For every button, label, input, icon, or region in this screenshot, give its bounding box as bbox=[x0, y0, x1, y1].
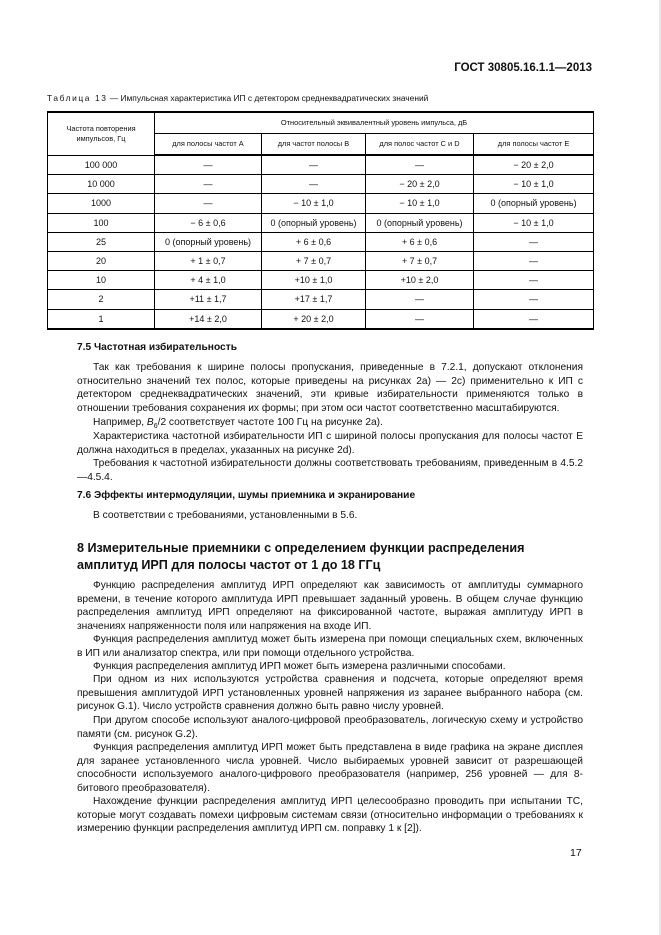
table-cell: + 1 ± 0,7 bbox=[155, 251, 262, 270]
section-8-paragraph: Функция распределения амплитуд ИРП может быть представлена в виде графика на экране дисплея для заранее установленного числа уровней. Число выбираемых уровней зависит от разрешающей способности используемого аналого-цифрового преобразователя (например, 256 уровней — для 8-битового преобразователя). bbox=[77, 742, 583, 794]
table-cell: 2 bbox=[48, 290, 155, 309]
example-text: Например, bbox=[93, 417, 147, 428]
table-cell: 10 bbox=[48, 271, 155, 290]
section-8-paragraph: При другом способе используют аналого-цифровой преобразователь, логическую схему и устройство памяти (см. рисунок G.2). bbox=[77, 715, 583, 740]
table-cell: — bbox=[474, 290, 594, 309]
table-cell: +17 ± 1,7 bbox=[262, 290, 366, 309]
section-7-5-paragraph: Так как требования к ширине полосы пропускания, приведенные в 7.2.1, допускают отклонения относительно значений тех полос, которые приведены на рисунках 2a) — 2c) применительно к ИП с детектором среднеквадратических значений, эти кривые избирательности применяются только в отношении требования сохранения их формы; при этом оси частот соответственно масштабируются. bbox=[77, 362, 583, 414]
section-8-paragraph: Нахождение функции распределения амплитуд ИРП целесообразно проводить при испытании ТС, которые могут создавать помехи цифровым системам связи (относительно информации о требованиях к измерению функции распределения амплитуд ИРП см. поправку 1 к [2]). bbox=[77, 796, 583, 835]
section-8-paragraph: Функция распределения амплитуд может быть измерена при помощи специальных схем, включенных в ИП или анализатор спектра, или при помощи отдельного устройства. bbox=[77, 634, 583, 659]
table-row bbox=[48, 194, 594, 213]
col-header-frequency: Частота повторения импульсов, Гц bbox=[48, 112, 155, 155]
table-cell: + 4 ± 1,0 bbox=[155, 271, 262, 290]
section-8-paragraph: Функцию распределения амплитуд ИРП определяют как зависимость от амплитуды суммарного времени, в течение которого амплитуда ИРП превышает заданный уровень. В общем случае функцию распределения амплитуд ИРП определяют на фиксированной частоте, выражая амплитуду ИРП в значениях напряженности поля или напряжения на входе ИП. bbox=[77, 580, 583, 632]
table-cell: − 20 ± 2,0 bbox=[366, 175, 474, 194]
table-cell: +10 ± 1,0 bbox=[262, 271, 366, 290]
table-row bbox=[48, 251, 594, 270]
table-cell: +14 ± 2,0 bbox=[155, 309, 262, 329]
table-cell: 0 (опорный уровень) bbox=[474, 194, 594, 213]
section-8-paragraph: Функция распределения амплитуд ИРП может быть измерена различными способами. bbox=[93, 661, 506, 672]
bandwidth-subscript: 6 bbox=[153, 423, 158, 431]
table-cell: 1000 bbox=[48, 194, 155, 213]
table-row bbox=[48, 232, 594, 251]
table-cell: 10 000 bbox=[48, 175, 155, 194]
table-cell: 0 (опорный уровень) bbox=[366, 213, 474, 232]
table-cell: − 10 ± 1,0 bbox=[262, 194, 366, 213]
col-header-band-e: для полосы частот Е bbox=[474, 134, 594, 156]
table-cell: — bbox=[262, 155, 366, 175]
col-header-band-cd: для полос частот С и D bbox=[366, 134, 474, 156]
table-cell: — bbox=[155, 175, 262, 194]
table-cell: 0 (опорный уровень) bbox=[262, 213, 366, 232]
example-text-rest: /2 соответствует частоте 100 Гц на рисунке 2a). bbox=[157, 417, 383, 428]
table-cell: + 7 ± 0,7 bbox=[366, 251, 474, 270]
table-cell: — bbox=[366, 290, 474, 309]
table-cell: − 10 ± 1,0 bbox=[366, 194, 474, 213]
table-cell: + 20 ± 2,0 bbox=[262, 309, 366, 329]
pulse-response-table bbox=[47, 111, 594, 330]
table-cell: +10 ± 2,0 bbox=[366, 271, 474, 290]
section-7-6-title: 7.6 Эффекты интермодуляции, шумы приемника и экранирование bbox=[77, 490, 416, 501]
table-cell: — bbox=[474, 232, 594, 251]
page-number: 17 bbox=[570, 847, 582, 859]
col-group-header: Относительный эквивалентный уровень импульса, дБ bbox=[155, 112, 594, 134]
table-row bbox=[48, 155, 594, 175]
table-cell: 100 bbox=[48, 213, 155, 232]
section-7-5-paragraph: Требования к частотной избирательности должны соответствовать требованиям, приведенным в 4.5.2—4.5.4. bbox=[77, 458, 583, 483]
table-cell: + 6 ± 0,6 bbox=[262, 232, 366, 251]
table-cell: — bbox=[366, 155, 474, 175]
table-cell: 20 bbox=[48, 251, 155, 270]
table-cell: + 6 ± 0,6 bbox=[366, 232, 474, 251]
table-cell: − 6 ± 0,6 bbox=[155, 213, 262, 232]
table-cell: − 20 ± 2,0 bbox=[474, 155, 594, 175]
section-7-6-paragraph: В соответствии с требованиями, установленными в 5.6. bbox=[93, 510, 358, 521]
section-8-paragraph: При одном из них используются устройства сравнения и подсчета, которые определяют время превышения амплитудой ИРП установленных уровней напряжения из заранее выбранного набора (см. рисунок G.1). Число устройств сравнения должно быть равно числу уровней. bbox=[77, 674, 583, 713]
table-cell: +11 ± 1,7 bbox=[155, 290, 262, 309]
table-cell: + 7 ± 0,7 bbox=[262, 251, 366, 270]
table-cell: 1 bbox=[48, 309, 155, 329]
bandwidth-symbol: B bbox=[146, 417, 154, 428]
table-caption-label: Таблица 13 bbox=[47, 93, 108, 103]
section-7-5-title: 7.5 Частотная избирательность bbox=[77, 342, 237, 353]
table-cell: — bbox=[366, 309, 474, 329]
table-caption bbox=[47, 93, 428, 103]
table-caption-text: — Импульсная характеристика ИП с детектором среднеквадратических значений bbox=[107, 93, 429, 103]
table-cell: — bbox=[262, 175, 366, 194]
table-row bbox=[48, 213, 594, 232]
table-cell: 100 000 bbox=[48, 155, 155, 175]
section-7-5-paragraph: Характеристика частотной избирательности ИП с шириной полосы пропускания для полосы частот E должна находиться в пределах, указанных на рисунке 2d). bbox=[77, 431, 583, 456]
table-row bbox=[48, 175, 594, 194]
table-cell: — bbox=[474, 251, 594, 270]
col-header-band-b: для частот полосы В bbox=[262, 134, 366, 156]
document-id-header: ГОСТ 30805.16.1.1—2013 bbox=[454, 62, 592, 74]
table-row bbox=[48, 290, 594, 309]
col-header-band-a: для полосы частот А bbox=[155, 134, 262, 156]
table-cell: — bbox=[474, 271, 594, 290]
table-cell: — bbox=[155, 155, 262, 175]
table-cell: − 10 ± 1,0 bbox=[474, 175, 594, 194]
table-cell: — bbox=[474, 309, 594, 329]
section-8-title: 8 Измерительные приемники с определением функции распределения амплитуд ИРП для полосы частот от 1 до 18 ГГц bbox=[77, 541, 525, 572]
table-row bbox=[48, 271, 594, 290]
table-cell: − 10 ± 1,0 bbox=[474, 213, 594, 232]
table-cell: 25 bbox=[48, 232, 155, 251]
table-cell: 0 (опорный уровень) bbox=[155, 232, 262, 251]
table-cell: — bbox=[155, 194, 262, 213]
table-row bbox=[48, 309, 594, 329]
